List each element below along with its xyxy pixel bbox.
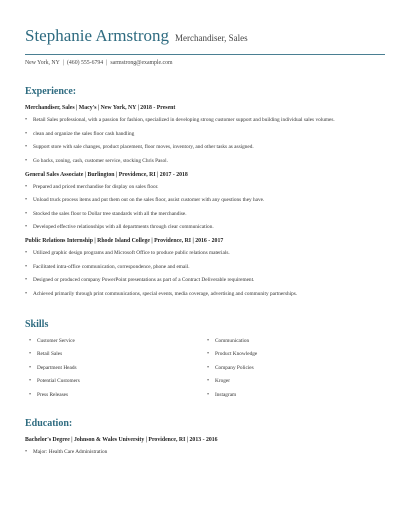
job-heading: Merchandiser, Sales | Macy's | New York, NY | 2018 - Present bbox=[25, 105, 176, 111]
job-entry bbox=[25, 172, 385, 232]
skill-item: • Press Releases bbox=[29, 392, 207, 399]
skill-item: • Customer Service bbox=[29, 338, 207, 345]
candidate-title: Merchandiser, Sales bbox=[175, 33, 248, 43]
skill-item: • Product Knowledge bbox=[207, 351, 385, 358]
contact-email: sarmstrong@example.com bbox=[110, 60, 173, 66]
job-bullet: • Unload truck process items and put them out on the sales floor, assist customer with any questions they have. bbox=[25, 197, 385, 204]
experience-heading: Experience: bbox=[25, 86, 77, 97]
job-bullet: • Prepared and priced merchandise for display on sales floor. bbox=[25, 184, 385, 191]
degree-heading: Bachelor's Degree | Johnson & Wales University | Providence, RI | 2013 - 2016 bbox=[25, 436, 218, 443]
header-divider bbox=[25, 54, 385, 55]
job-bullet: • Developed effective relationships with all departments through clear communication. bbox=[25, 224, 385, 231]
skills-list bbox=[25, 338, 385, 399]
candidate-name: Stephanie Armstrong bbox=[25, 26, 170, 45]
skill-item: • Retail Sales bbox=[29, 351, 207, 358]
job-bullet: • clean and organize the sales floor cash handling bbox=[25, 131, 385, 138]
skill-item: • Communication bbox=[207, 338, 385, 345]
job-bullet: • Stocked the sales floor to Dollar tree standards with all the merchandise. bbox=[25, 211, 385, 218]
skill-item: • Instagram bbox=[207, 392, 385, 399]
skills-heading: Skills bbox=[25, 318, 49, 330]
job-heading: General Sales Associate | Burlington | Providence, RI | 2017 - 2018 bbox=[25, 171, 188, 178]
job-bullet: • Retail Sales professional, with a passion for fashion, specialized in developing strong customer support and building individual sales volumes. bbox=[25, 117, 385, 124]
education-bullet: • Major: Health Care Administration bbox=[25, 449, 385, 456]
education-heading: Education: bbox=[25, 417, 73, 429]
job-bullets bbox=[25, 184, 385, 232]
skill-item: • Potential Customers bbox=[29, 378, 207, 385]
skill-item: • Department Heads bbox=[29, 365, 207, 372]
job-bullet: • Designed or produced company PowerPoint presentations as part of a Contract Deliverable requirement. bbox=[25, 277, 385, 284]
contact-separator: | bbox=[106, 60, 108, 66]
job-heading: Public Relations Internship | Rhode Island College | Providence, RI | 2016 - 2017 bbox=[25, 238, 224, 244]
job-bullet: • Achieved primarily through print communications, special events, media coverage, advertising and community partnerships. bbox=[25, 291, 385, 298]
skill-item: • Kroger bbox=[207, 378, 385, 385]
job-bullets bbox=[25, 250, 385, 298]
job-bullet: • Support store with sale changes, product placement, floor moves, inventory, and other tasks as assigned. bbox=[25, 144, 385, 151]
job-bullet: • Facilitated intra-office communication, correspondence, phone and email. bbox=[25, 264, 385, 271]
job-bullet: • Go backs, zoning, cash, customer service, stocking Chris Pasol. bbox=[25, 158, 385, 165]
job-entry bbox=[25, 105, 385, 165]
job-bullet: • Utilized graphic design programs and Microsoft Office to produce public relations materials. bbox=[25, 250, 385, 257]
contact-separator: | bbox=[62, 60, 64, 66]
contact-phone: (460) 555-6794 bbox=[66, 60, 104, 66]
education-bullets bbox=[25, 449, 385, 456]
job-bullets bbox=[25, 117, 385, 165]
skill-item: • Company Policies bbox=[207, 365, 385, 372]
job-entry bbox=[25, 238, 385, 298]
contact-location: New York, NY bbox=[25, 60, 60, 66]
resume-header bbox=[25, 26, 385, 45]
contact-line bbox=[25, 60, 385, 66]
